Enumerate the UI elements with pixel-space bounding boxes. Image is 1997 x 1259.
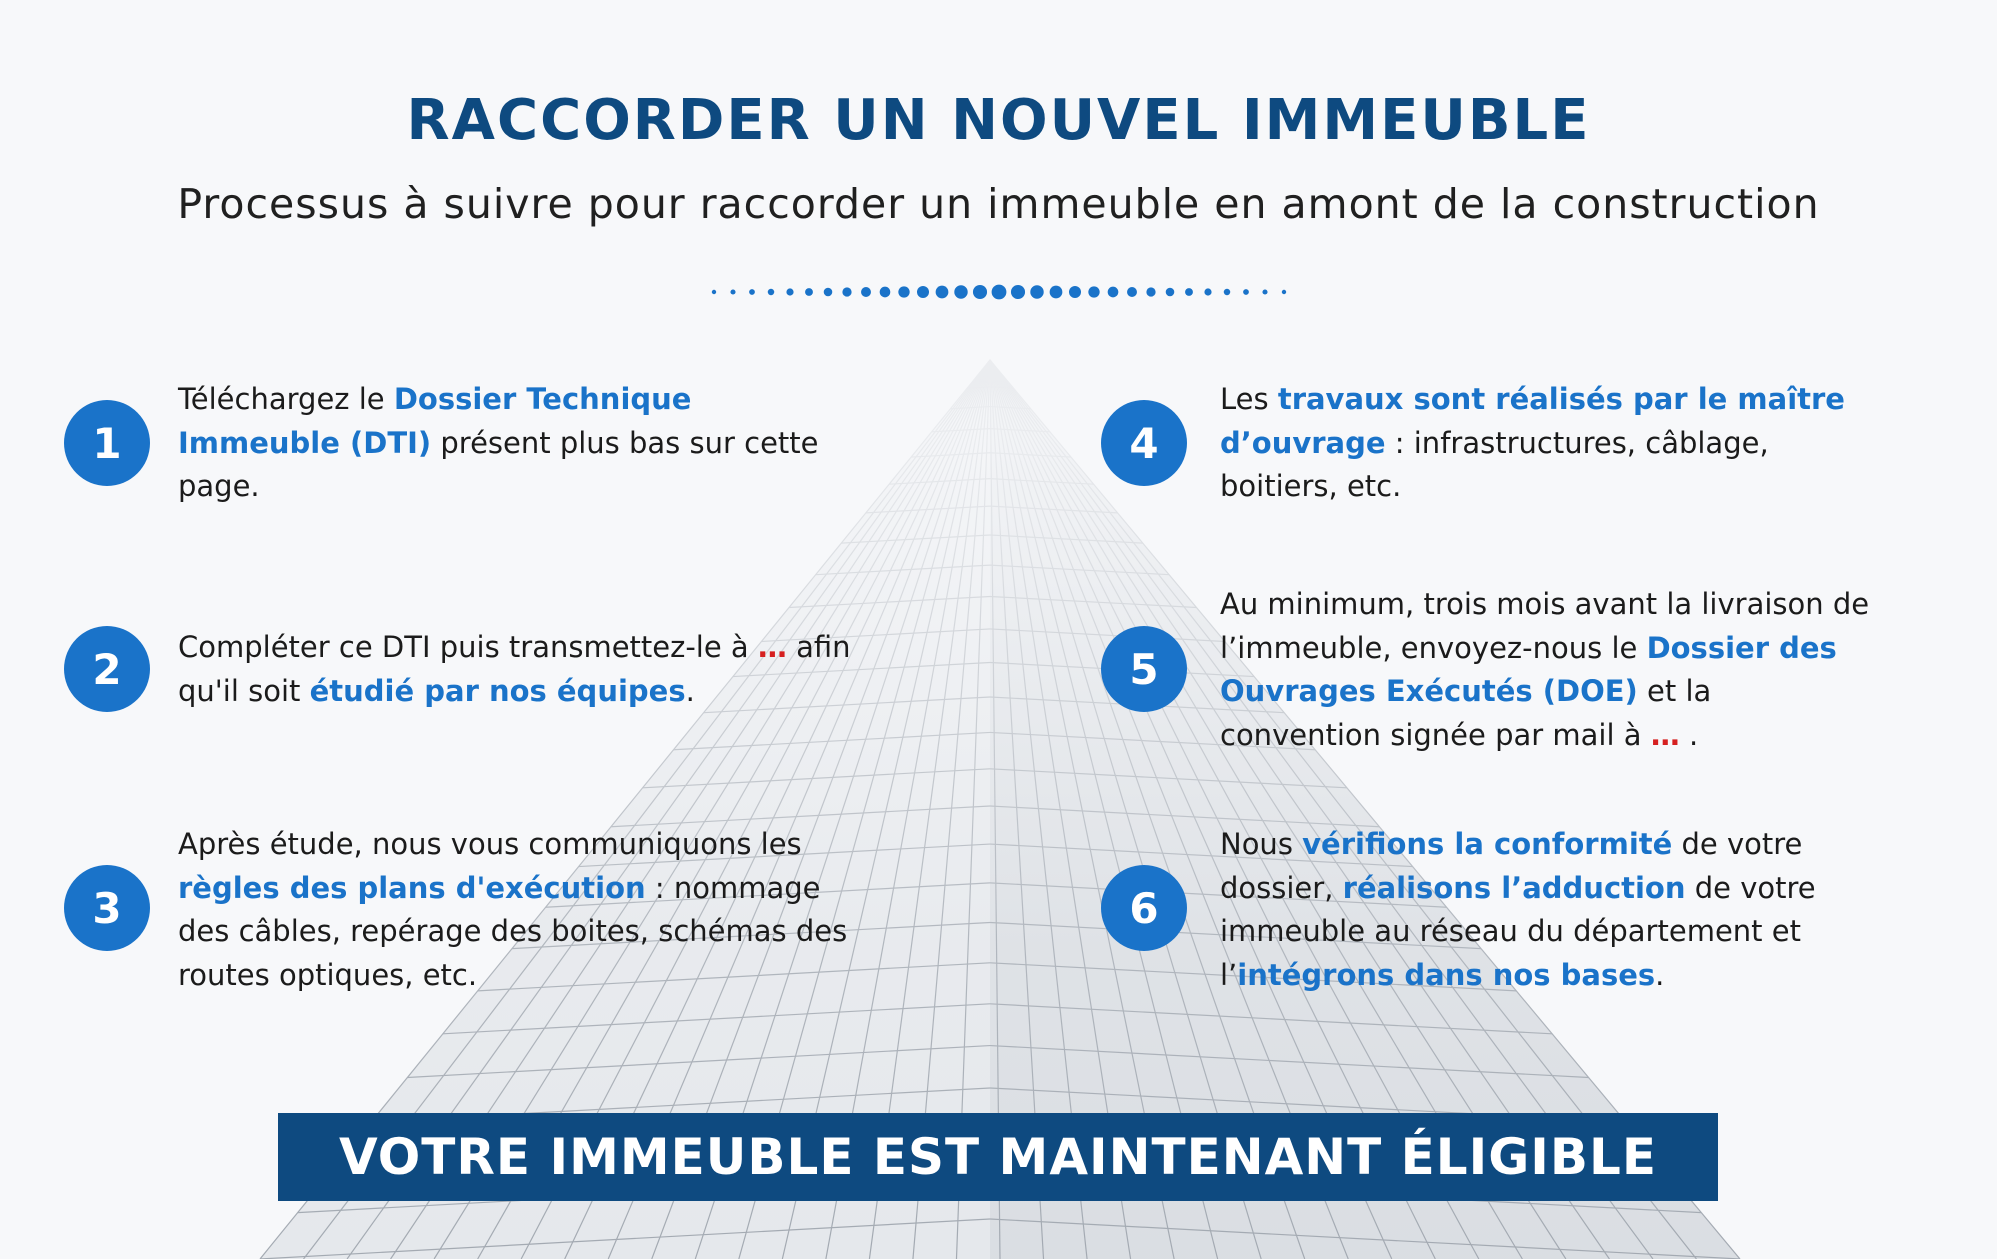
step-text-segment: présent plus bas sur cette page. [178, 425, 819, 503]
divider-dot [936, 286, 949, 299]
step-text-segment: de votre immeuble au réseau du département et l’ [1220, 870, 1816, 992]
divider-dot [880, 287, 891, 298]
divider-dot [842, 287, 851, 296]
highlighted-text: réalisons l’adduction [1342, 870, 1686, 905]
divider-dot [749, 289, 755, 295]
divider-dot [786, 288, 793, 295]
step-2-number-badge: 2 [64, 626, 150, 712]
divider-dot [1146, 287, 1155, 296]
divider-dot [1262, 289, 1267, 294]
divider-dot [1050, 286, 1063, 299]
divider-dot [824, 288, 833, 297]
divider-dot [1030, 285, 1043, 298]
step-text-segment: afin qu'il soit [178, 630, 851, 708]
step-text-segment: : infrastructures, câblage, boitiers, etc. [1220, 425, 1769, 503]
divider-dot [973, 285, 987, 299]
page-subtitle: Processus à suivre pour raccorder un immeuble en amont de la construction [177, 180, 1820, 228]
divider-dot [1088, 286, 1099, 297]
step-text-segment: et la convention signée par mail à [1220, 674, 1712, 752]
divider-dot [1069, 286, 1081, 298]
step-text-segment: : nommage des câbles, repérage des boites, schémas des routes optiques, etc. [178, 870, 848, 992]
divider-dot [1011, 285, 1025, 299]
highlighted-text: étudié par nos équipes [309, 673, 686, 708]
step-3-number-badge: 3 [64, 865, 150, 951]
divider-dot [1127, 287, 1137, 297]
step-text-segment: Après étude, nous vous communiquons les [178, 827, 802, 861]
step-text-segment: Téléchargez le [178, 382, 394, 416]
step-text-segment: Nous [1220, 827, 1303, 861]
divider-dot [1108, 287, 1119, 298]
eligibility-banner: VOTRE IMMEUBLE EST MAINTENANT ÉLIGIBLE [278, 1113, 1718, 1201]
divider-dot [1204, 288, 1211, 295]
divider-dot [730, 289, 735, 294]
step-text-segment: Compléter ce DTI puis transmettez-le à [178, 630, 758, 664]
divider-dot [1243, 289, 1249, 295]
highlighted-text: règles des plans d'exécution [178, 870, 646, 905]
email-placeholder: … [1650, 717, 1680, 752]
divider-dot [917, 286, 929, 298]
step-5-number-badge: 5 [1101, 626, 1187, 712]
highlighted-text: vérifions la conformité [1302, 827, 1673, 861]
divider-dot [954, 285, 967, 298]
divider-dot [768, 289, 774, 295]
divider-dot [805, 288, 813, 296]
divider-dot [1224, 289, 1230, 295]
step-4-number-badge: 4 [1101, 400, 1187, 486]
divider-dot [1166, 288, 1175, 297]
step-text-segment: . [1655, 957, 1665, 992]
step-1-text [178, 378, 858, 509]
step-6-number-badge: 6 [1101, 865, 1187, 951]
highlighted-text: Dossier des Ouvrages Exécutés (DOE) [1220, 630, 1837, 708]
step-text-segment: Au minimum, trois mois avant la livraison de l’immeuble, envoyez-nous le [1220, 587, 1870, 665]
highlighted-text: intégrons dans nos bases [1237, 957, 1656, 992]
divider-dot [992, 285, 1007, 300]
step-text-segment: . [1679, 717, 1699, 752]
step-text-segment: Les [1220, 382, 1278, 416]
email-placeholder: … [757, 630, 787, 664]
step-1-number-badge: 1 [64, 400, 150, 486]
divider-dot [861, 287, 871, 297]
divider-dot [898, 286, 909, 297]
highlighted-text: Dossier Technique Immeuble (DTI) [178, 382, 692, 460]
divider-dot [1185, 288, 1193, 296]
dotted-divider [700, 282, 1300, 302]
step-text-segment: . [685, 673, 695, 708]
step-3-text [178, 823, 858, 997]
highlighted-text: travaux sont réalisés par le maître d’ouvrage [1220, 382, 1845, 460]
step-4-text [1220, 378, 1870, 509]
divider-dot [712, 290, 716, 294]
step-5-text [1220, 583, 1880, 757]
page-title: RACCORDER UN NOUVEL IMMEUBLE [406, 88, 1591, 153]
step-2-text [178, 626, 858, 713]
step-text-segment: de votre dossier, [1220, 827, 1803, 905]
step-6-text [1220, 823, 1880, 997]
divider-dot [1282, 290, 1286, 294]
